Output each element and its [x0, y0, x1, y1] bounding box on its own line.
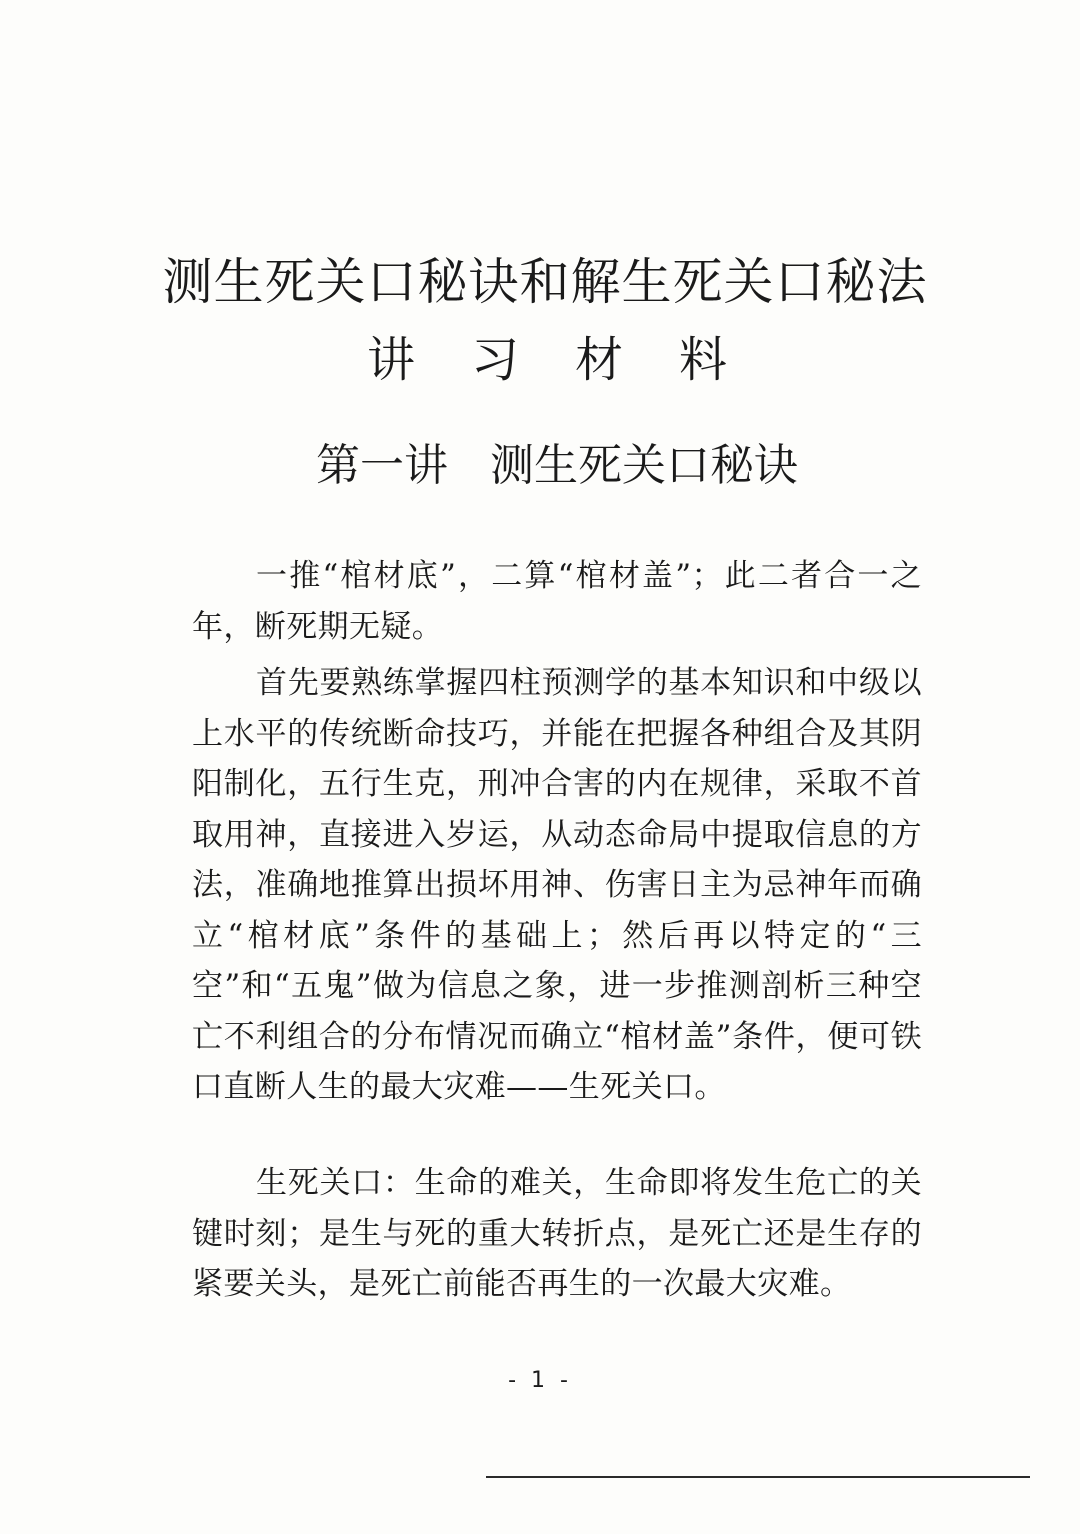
body-paragraph: 一推“棺材底”，二算“棺材盖”；此二者合一之年，断死期无疑。	[192, 558, 922, 645]
lecture-title: 测生死关口秘诀	[490, 440, 798, 491]
subtitle-char: 料	[679, 332, 728, 388]
subtitle-char: 材	[575, 332, 624, 388]
body-paragraph: 首先要熟练掌握四柱预测学的基本知识和中级以上水平的传统断命技巧，并能在把握各种组合及其阴阳制化，五行生克，刑冲合害的内在规律，采取不首取用神，直接进入岁运，从动态命局中提取信息的方法，准确地推算出损坏用神、伤害日主为忌神年而确立“棺材底”条件的基础上；然后再以特定的“三空”和“五鬼”做为信息之象，进一步推测剖析三种空亡不利组合的分布情况而确立“棺材盖”条件，便可铁口直断人生的最大灾难——生死关口。	[192, 665, 922, 1105]
subtitle-char: 讲	[366, 332, 415, 388]
footer-rule	[486, 1476, 1030, 1478]
document-title: 测生死关口秘诀和解生死关口秘法	[162, 253, 928, 311]
page-number: - 1 -	[508, 1368, 572, 1393]
lecture-heading	[316, 436, 1016, 496]
lecture-number: 第一讲	[316, 440, 448, 491]
subtitle-char: 习	[470, 332, 519, 388]
body-paragraph: 生死关口：生命的难关，生命即将发生危亡的关键时刻；是生与死的重大转折点，是死亡还是生存的紧要关头，是死亡前能否再生的一次最大灾难。	[192, 1165, 922, 1302]
document-subtitle	[0, 330, 1080, 390]
